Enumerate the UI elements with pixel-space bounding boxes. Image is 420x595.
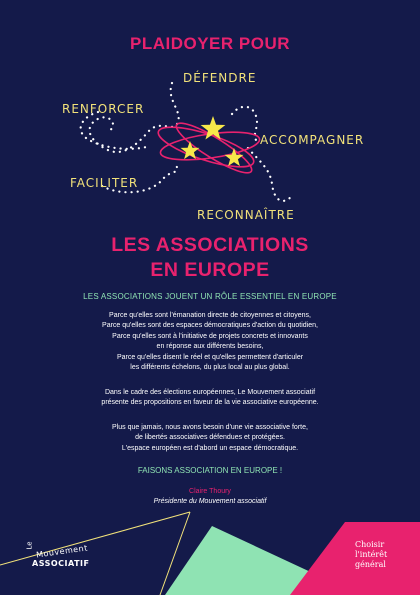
verb-accompagner: ACCOMPAGNER [260, 133, 365, 147]
text-line: Plus que jamais, nous avons besoin d'une vie associative forte, [112, 424, 308, 431]
callout-faisons-association: FAISONS ASSOCIATION EN EUROPE ! [137, 466, 283, 475]
text-line: Parce qu'elles sont à l'initiative de projets concrets et innovants [112, 332, 308, 340]
logo-line-1: Le [25, 541, 34, 550]
subtitle: LES ASSOCIATIONS JOUENT UN RÔLE ESSENTIEL EN EUROPE [83, 292, 337, 301]
tagline-line: Choisir [355, 540, 385, 549]
text-line: les différents échelons, du plus local au plus global. [130, 364, 290, 372]
text-line: Parce qu'elles sont des espaces démocratiques d'action du quotidien, [102, 322, 318, 330]
text-line: en réponse aux différents besoins, [156, 343, 264, 351]
signer-role: Présidente du Mouvement associatif [153, 498, 267, 505]
main-title-line-2: EN EUROPE [150, 259, 270, 281]
verb-renforcer: RENFORCER [62, 102, 145, 116]
tagline-choisir-interet-general [355, 540, 387, 570]
logo-line-3: ASSOCIATIF [32, 559, 90, 568]
logo-line-2: Mouvement [35, 543, 89, 560]
tagline-line: l'intérêt [355, 550, 388, 559]
text-line: Parce qu'elles disent le réel et qu'elles permettent d'articuler [116, 353, 304, 361]
text-line: de libertés associatives défendues et protégées. [135, 434, 285, 442]
signer-name: Claire Thoury [189, 488, 231, 495]
title-plaidoyer: PLAIDOYER POUR [129, 34, 291, 53]
tagline-line: général [355, 560, 386, 569]
main-title-line-1: LES ASSOCIATIONS [111, 234, 309, 256]
text-line: Dans le cadre des élections européennes, Le Mouvement associatif [104, 389, 316, 396]
verb-reconnaitre: RECONNAÎTRE [197, 208, 295, 222]
verb-defendre: DÉFENDRE [183, 71, 257, 85]
text-line: présente des propositions en faveur de la vie associative européenne. [101, 399, 319, 407]
text-line: Parce qu'elles sont l'émanation directe de citoyennes et citoyens, [109, 312, 311, 319]
verb-faciliter: FACILITER [70, 176, 139, 190]
text-line: L'espace européen est d'abord un espace démocratique. [121, 444, 299, 452]
